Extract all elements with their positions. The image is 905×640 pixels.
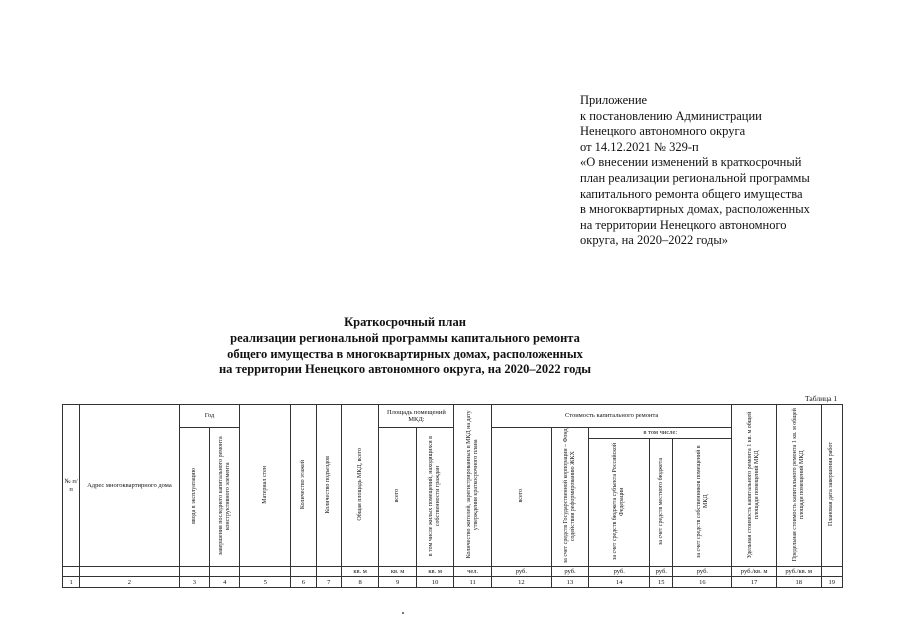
unit-cell: чел. [454,567,492,577]
appendix-block [580,93,880,249]
column-number: 13 [551,577,589,588]
column-number: 2 [80,577,179,588]
header-last-repair-year: завершения последнего капитального ремонта конструктивного элемента [210,428,240,567]
header-cost-fund: за счет средств Государственной корпорации – Фонд содействия реформированию ЖКХ [551,428,589,567]
unit-cell: руб. [551,567,589,577]
column-number: 17 [732,577,777,588]
appendix-line: к постановлению Администрации [580,108,762,123]
unit-cell: руб./кв. м [776,567,821,577]
header-cost-owners: за счет средств собственников помещений в МКД [673,439,732,567]
units-row [63,567,843,577]
column-number: 8 [341,577,379,588]
column-number: 1 [63,577,80,588]
appendix-line: округа, на 2020–2022 годы» [580,233,729,248]
column-number: 5 [240,577,291,588]
unit-cell: руб. [491,567,551,577]
header-address: Адрес многоквартирного дома [80,405,179,567]
column-number: 3 [179,577,209,588]
header-num: № п/п [63,405,80,567]
header-total-area: Общая площадь МКД, всего [341,405,379,567]
header-cost-regional: за счет средств бюджета субъекта Российской Федерации [589,439,650,567]
column-number: 18 [776,577,821,588]
header-floors: Количество этажей [291,405,316,567]
header-cost-group: Стоимость капитального ремонта [491,405,731,428]
header-including-group: в том числе: [589,428,732,439]
table-caption: Таблица 1 [805,394,838,403]
header-cost-local: за счет средств местного бюджета [650,439,673,567]
header-unit-cost: Удельная стоимость капитального ремонта 1 кв. м общей площади помещений МКД [732,405,777,567]
header-year-group: Год [179,405,240,428]
column-number: 7 [316,577,341,588]
header-area-group: Площадь помещений МКД: [379,405,454,428]
column-number: 4 [210,577,240,588]
unit-cell: руб. [650,567,673,577]
header-limit-cost: Предельная стоимость капитального ремонта 1 кв. м общей площади помещений МКД [776,405,821,567]
document-title [160,315,650,378]
header-area-residential: в том числе жилых помещений, находящихся в собственности граждан [416,428,454,567]
title-line: Краткосрочный план [344,315,466,329]
column-number: 9 [379,577,417,588]
unit-cell: кв. м [379,567,417,577]
appendix-line: в многоквартирных домах, расположенных [580,202,810,217]
appendix-line: от 14.12.2021 № 329-п [580,139,699,154]
column-number: 19 [821,577,842,588]
appendix-line: план реализации региональной программы [580,170,810,185]
unit-cell: руб. [589,567,650,577]
title-line: реализации региональной программы капитального ремонта [230,330,580,345]
appendix-line: Ненецкого автономного округа [580,124,746,139]
header-entrances: Количество подъездов [316,405,341,567]
column-number: 10 [416,577,454,588]
header-area-total: всего [379,428,417,567]
header-commission-year: ввода в эксплуатацию [179,428,209,567]
header-planned-date: Плановая дата завершения работ [821,405,842,567]
column-numbers-row [63,577,843,588]
column-number: 15 [650,577,673,588]
appendix-line: на территории Ненецкого автономного [580,217,787,232]
unit-cell: кв. м [416,567,454,577]
appendix-line: «О внесении изменений в краткосрочный [580,155,802,170]
header-residents: Количество жителей, зарегистрированных в МКД на дату утверждения краткосрочного плана [454,405,492,567]
plan-table [62,404,843,588]
column-number: 14 [589,577,650,588]
column-number: 11 [454,577,492,588]
appendix-line: капитального ремонта общего имущества [580,186,803,201]
title-line: общего имущества в многоквартирных домах, расположенных [227,346,583,361]
scan-speck [402,612,404,614]
column-number: 6 [291,577,316,588]
unit-cell: руб./кв. м [732,567,777,577]
title-line: на территории Ненецкого автономного округа, на 2020–2022 годы [218,362,592,377]
appendix-line: Приложение [580,93,648,107]
column-number: 16 [673,577,732,588]
unit-cell: кв. м [341,567,379,577]
unit-cell: руб. [673,567,732,577]
header-cost-total: всего [491,428,551,567]
column-number: 12 [491,577,551,588]
header-wall-material: Материал стен [240,405,291,567]
